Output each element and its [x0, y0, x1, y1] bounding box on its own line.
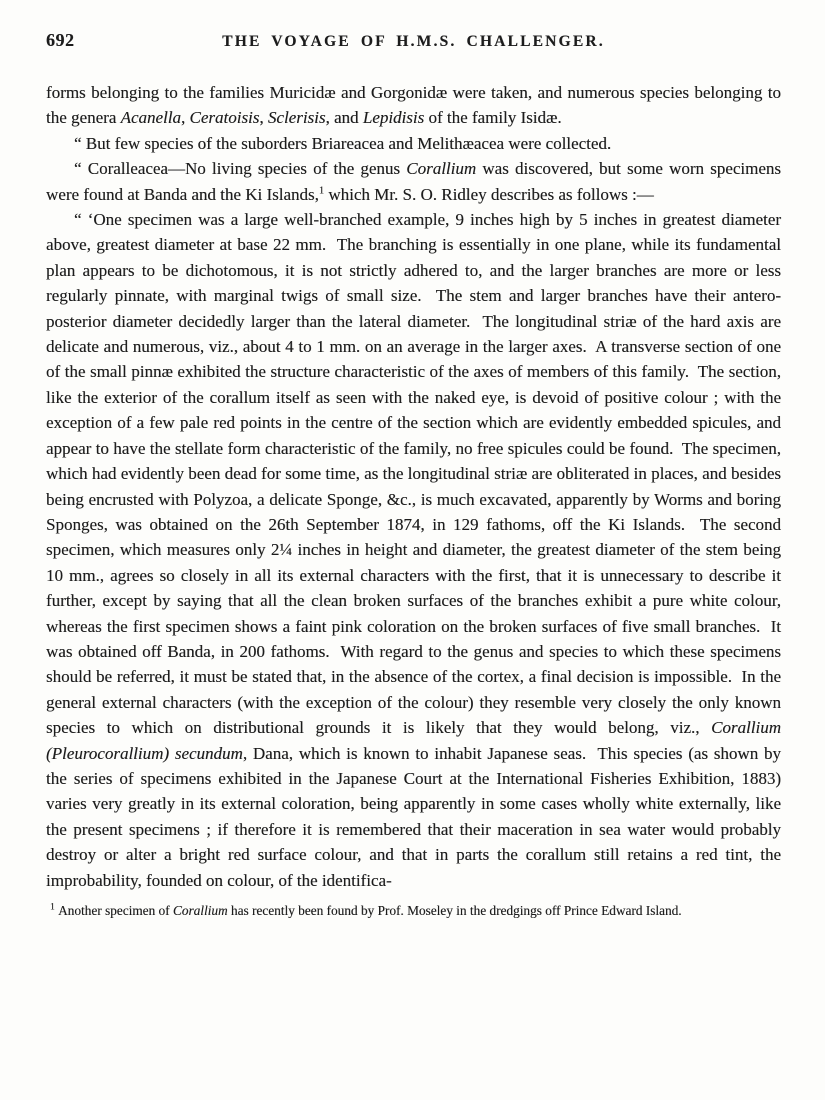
italic-text: Sclerisis [267, 108, 326, 128]
paragraph [46, 131, 781, 156]
text-run: was discovered, but some worn specimens were found at Banda and the Ki Islands, [46, 159, 781, 204]
italic-text: Corallium [406, 159, 477, 179]
text-run: which Mr. S. O. Ridley describes as follows :— [324, 184, 654, 204]
footnote-marker: 1 [50, 902, 55, 913]
text-run: of the family Isidæ. [424, 108, 562, 128]
text-run: , [181, 108, 190, 128]
italic-text: Corallium [172, 903, 228, 918]
italic-text: Ceratoisis [189, 108, 260, 128]
text-run: has recently been found by Prof. Moseley in the dredgings off Prince Edward Island. [227, 903, 682, 918]
text-run: , and [325, 108, 363, 128]
running-title: THE VOYAGE OF H.M.S. CHALLENGER. [222, 33, 605, 50]
body-paragraphs [46, 80, 781, 893]
italic-text: Lepidisis [362, 108, 425, 128]
footnote [46, 902, 781, 919]
footnote-text [55, 903, 682, 918]
text-run: Another specimen of [54, 903, 173, 918]
text-run: “ ‘One specimen was a large well-branched example, 9 inches high by 5 inches in greatest diameter above, greatest diameter at base 22 mm. The branching is essentially in one plane, while its fundamental plan appears to be dichotomous, it is not strictly adhered to, and the larger branches are more or less regularly pinnate, with marginal twigs of small size. The stem and larger branches have their antero-posterior diameter decidedly larger than the lateral diameter. The longitudinal striæ of the hard axis are delicate and numerous, viz., about 4 to 1 mm. on an average in the larger axes. A transverse section of one of the small pinnæ exhibited the structure characteristic of the axes of members of this family. The section, like the exterior of the corallum itself as seen with the naked eye, is devoid of positive colour ; with the exception of a few pale red points in the centre of the section which are evidently embedded spicules, and appear to have the stellate form characteristic of the family, no free spicules could be found. The specimen, which had evidently been dead for some time, as the longitudinal striæ are obliterated in places, and besides being encrusted with Polyzoa, a delicate Sponge, &c., is much excavated, apparently by Worms and boring Sponges, was obtained on the 26th September 1874, in 129 fathoms, off the Ki Islands. The second specimen, which measures only 2¼ inches in height and diameter, the greatest diameter of the stem being 10 mm., agrees so closely in all its external characters with the first, that it is unnecessary to describe it further, except by saying that all the clean broken surfaces of the branches exhibit a pure white colour, whereas the first specimen shows a faint pink coloration on the broken surfaces of five small branches. It was obtained off Banda, in 200 fathoms. With regard to the genus and species to which these specimens should be referred, it must be stated that, in the absence of the cortex, a final decision is impossible. In the general external characters (with the exception of the colour) they resemble very closely the only known species to which on distributional grounds it is likely that they would belong, viz., [46, 210, 781, 738]
text-run: , Dana, which is known to inhabit Japanese seas. This species (as shown by the series of specimens exhibited in the Japanese Court at the International Fisheries Exhibition, 1883) varies very greatly in its external coloration, being apparently in some cases wholly white externally, like the present specimens ; if therefore it is remembered that their maceration in sea water would probably destroy or alter a bright red surface colour, and that in parts the corallum still retains a red tint, the improbability, founded on colour, of the identifica- [46, 743, 781, 890]
paragraph [46, 156, 781, 207]
italic-text: Corallium (Pleurocorallium) secundum [46, 718, 781, 763]
page-header [46, 30, 781, 56]
paragraph [46, 80, 781, 131]
text-run: forms belonging to the families Muricidæ and Gorgonidæ were taken, and numerous species belonging to the genera [46, 83, 781, 128]
italic-text: Acanella [120, 108, 181, 128]
text-run: “ Coralleacea—No living species of the genus [74, 159, 407, 179]
text-run: “ But few species of the suborders Briareacea and Melithæacea were collected. [74, 133, 612, 153]
page-number: 692 [46, 30, 75, 50]
footnote-reference: 1 [318, 184, 325, 196]
text-run: , [259, 108, 268, 128]
paragraph [46, 207, 781, 893]
